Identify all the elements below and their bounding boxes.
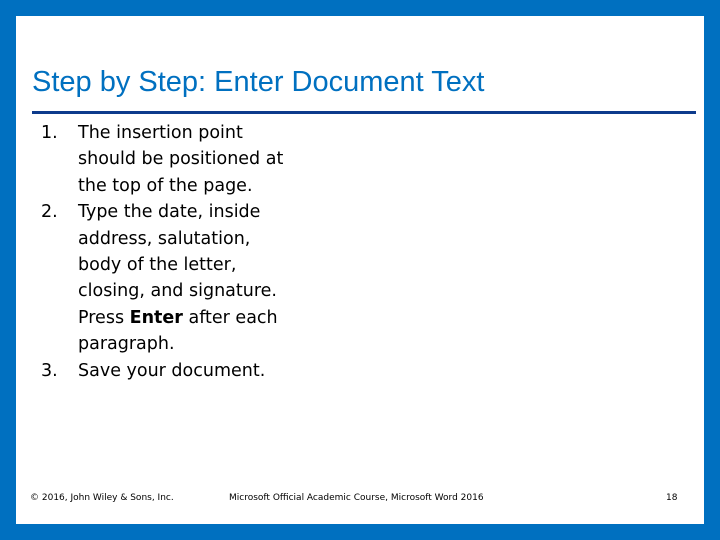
press-suffix: after each [182, 307, 278, 328]
page-number: 18 [666, 493, 678, 503]
step-text-line: paragraph. [78, 334, 175, 355]
press-prefix: Press [78, 307, 130, 328]
step-item-2 [28, 199, 283, 357]
step-item-3 [28, 358, 283, 384]
footer-copyright: © 2016, John Wiley & Sons, Inc. [30, 493, 174, 503]
footer-course-title: Microsoft Official Academic Course, Microsoft Word 2016 [229, 493, 484, 503]
enter-key-label: Enter [129, 307, 183, 328]
step-number: 3. [41, 360, 58, 381]
step-text-line: Save your document. [78, 360, 266, 381]
step-text-line: Type the date, inside [78, 202, 261, 223]
step-press-line [78, 305, 283, 331]
step-number: 1. [41, 123, 58, 143]
step-number: 2. [41, 202, 58, 223]
step-text-line: the top of the page. [78, 175, 253, 196]
title-divider [32, 111, 696, 114]
steps-list [28, 120, 283, 384]
step-item-1 [28, 120, 283, 199]
step-text-line: body of the letter, [78, 255, 237, 276]
step-text-line: address, salutation, [78, 228, 251, 249]
slide-title: Step by Step: Enter Document Text [32, 66, 485, 98]
step-text-line: The insertion point [78, 123, 243, 143]
step-text-line: closing, and signature. [78, 281, 277, 302]
slide [16, 16, 704, 524]
step-text-line: should be positioned at [78, 149, 284, 170]
